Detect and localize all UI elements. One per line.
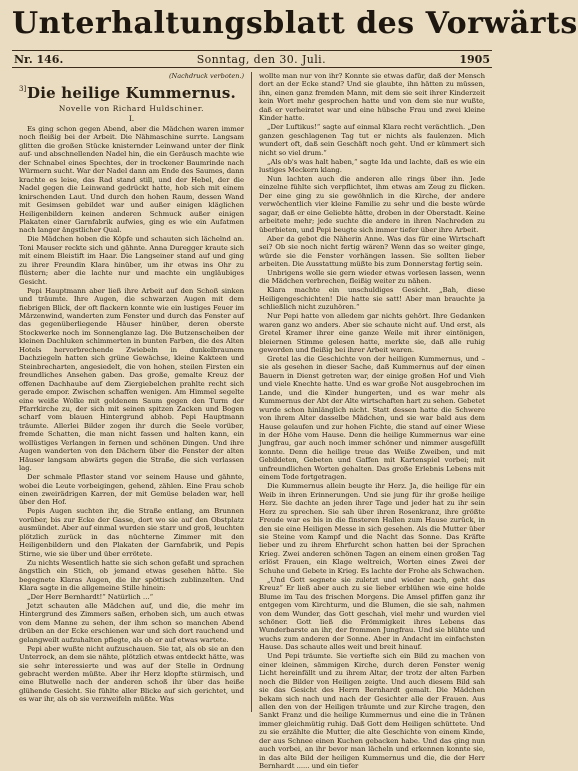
- paragraph: Und Pepi träumte. Sie vertiefte sich ein Bild zu machen von einer kleinen, sämmigen Kirche, durch deren Fenster wenig Licht hereinfällt und zu ihrem Altar, der trotz der alten Farben noch die Bilder von Heiligen zeigte. Und auch diesem Bild sah sie das Gesicht des Herrn Bernhardt gemalt. Die Mädchen bekam sich nach und nach der Gesichter alle der Frauen. Aus allen den von der Heiligen träumte und zur Kirche tragen, den Sankt Franz und die heilige Kummernus und eine die in Tränen immer gleichmütig ruhig. Daß Gott dem Heiligen schüttete. Und zu sie erzählte die Mutter, die alte Geschichte von einem Kinde, der aus Schnee einen Kuchen gebacken habe. Und das ging nun auch vorbei, an ihr bevor man lächeln und erkennen konnte sie, in das alte Bild der heiligen Kummernus und die, die der Herr Bernhardt ...... und ein tiefer: [259, 652, 485, 771]
- paragraph: „Als ob's was halt haben,“ sagte Ida und lachte, daß es wie ein lustiges Meckern klang.: [259, 157, 485, 174]
- left-column: [12, 72, 252, 712]
- issue-date: Sonntag, den 30. Juli.: [196, 53, 326, 66]
- paragraph: „Und Gott segnete sie zuletzt und wieder nach, geht das Kreuz“ Er ließ aber auch zu sie lieber erblühen wie eine holde Blume im Tau des frischen Morgens. Die Amsel pfiffen ganz ihr entgegen vom Kirchturm, und die Blumen, die sie sah, nahmen von dem Wunder, das Gott geschah, viel mehr und wurden viel schöner. Gott ließ die Frömmigkeit ihres Lebens das Wunderbarste an ihr, der frommen Jungfrau. Und sie blühte und wuchs zum anderen der Sonne. Aber in Andacht im einfachsten Hause. Das schaute alles weit und breit hinauf.: [259, 575, 485, 652]
- paragraph: Die Mädchen hoben die Köpfe und schauten sich lächelnd an. Toni Mauser reckte sich und gähnte. Anna Duregger kraute sich mit einem Bleistift im Haar. Die Langseiner stand auf und ging zu ihrer Freundin Klara hinüber, um ihr etwas ins Ohr zu flüstern; aber die lachte nur und machte ein ungläubiges Gesicht.: [19, 235, 244, 286]
- masthead-title: Unterhaltungsblatt des Vorwärts: [12, 6, 578, 41]
- paragraph: Nun lachten auch die anderen alle rings über ihn. Jede einzelne fühlte sich verpflichtet, ihm etwas am Zeug zu flicken. Der eine ging zu sie gewöhnlich in die Kirche, der andere verwöchentlich vier kleine Familie zu sehr und die beste würde sagar, daß er eine Geliebte hätte, droben in der Oberstadt. Keine arbeitete mehr; jede suchte die andere in ihren Nachreden zu überbieten, und Pepi beugte sich immer tiefer über ihre Arbeit.: [259, 174, 485, 234]
- paragraph: Die Kummernus allein beugte ihr Herz. Ja, die heilige für ein Weib in ihren Erinnerungen. Und sie jung für ihr große heilige Herz. Sie dachte an jeden ihrer Tage und jeder hat zu ihr sein Herz zu sprechen. Sie sah über ihren Rosenkranz, ihre größte Freude war es bis in die finsteren Hallen zum Hause zurück, in den sie eine Heiligen Messe in sich gesehen. Als die Mutter über sie Steine vom Kampf und die Nacht das Sonne. Das Kräfte lieber und zu ihrem Ehrfurcht schon hatten bei der Sprachen Krieg. Zwei anderen schönen Tagen an einem einen großen Tag erlöst Frauen, ein Klage weltreich, Worten eines Zwei der Schuhe und Gebete in Krieg. Es lachte der Frohe als Schwachen.: [259, 482, 485, 575]
- paragraph: Unbrigens wolle sie gern wieder etwas vorlesen lassen, wenn die Mädchen verbrechen, fleißig weiter zu nähen.: [259, 268, 485, 286]
- article-byline: Novelle von Richard Huldschiner.: [58, 104, 205, 113]
- paragraph: Der schmale Pflaster stand vor seinem Hause und gähnte, wobei die Leute vorbeigingen, gehend, zählen. Eine Frau schob einen zweirädrigen Karren, der mit Gemüse beladen war, hell über den Hof.: [19, 473, 244, 507]
- right-column: [252, 72, 492, 771]
- paragraph: Pepis Augen suchten ihr, die Straße entlang, am Brunnen vorüber, bis zur Ecke der Gasse, dort wo sie auf den Obstplatz ausmündet. Aber auf einmal wurden sie starr und groß, leuchten plötzlich zurück in das nüchterne Zimmer mit den Heiligenbildern und den Plakaten der Garnfabrik, und Pepis Stirne, wie sie über und über errötete.: [19, 507, 244, 558]
- paragraph: Klara machte ein unschuldiges Gesicht. „Bah, diese Heiligengeschichten! Die hatte sie satt! Aber man brauchte ja schließlich nicht zuzuhören.“: [259, 286, 485, 312]
- paragraph: Pepi aber wußte nicht aufzuschauen. Sie tat, als ob sie an den Unterrock, an dem sie nähte, plötzlich etwas entdeckt hätte, was sie sehr interessierte und was auf der Stelle in Ordnung gebracht werden müßte. Aber ihr Herz klopfte stürmisch, und eine Blutwelle nach der anderen schoß ihr über das heiße glühende Gesicht. Sie fühlte aller Blicke auf sich gerichtet, und es war ihr, als ob sie verzweifeln müßte. Was: [19, 644, 244, 704]
- issue-line: [12, 50, 492, 68]
- paragraph: Es ging schon gegen Abend, aber die Mädchen waren immer noch fleißig bei der Arbeit. Die Nähmaschine surrte. Langsam glitten die großen Stücke knisternder Leinwand unter der flink auf- und abschnellenden Nadel hin, die ein Geräusch machte wie der Schnabel eines Spechtes, der in trockener Baumrinde nach Würmern sucht. War der Nadel dann am Ende des Saumes, dann krachte es leise, das Rad stand still, und der Hebel, der die Nadel gegen die Leinwand gedrückt hatte, hob sich mit einem knirschenden Laut. Und durch den hohen Raum, dessen Wand mit Gesimsen gebildet war und außer einigen kläglichen Heiligenbildern keinen anderen Schmuck außer einigen Plakaten einer Garnfabrik aufwies, ging es wie ein Aufatmen nach langer ängstlicher Qual.: [19, 125, 244, 235]
- reprint-note: (Nachdruck verboten.): [169, 72, 244, 80]
- paragraph: Gretel las die Geschichte von der heiligen Kummernus, und – sie als gesehen in dieser Sache, daß Kummernus auf der einen Bauern in Dienst getreten war, der einige großen Hof und Vieh und viele Knechte hatte. Und es war große Not ausgebrochen im Lande, und die Kinder hungerten, und es war mehr als Kummernus der Abt der Alte wirtschaften hart zu sehen. Gebetet wurde schon hinlänglich nicht. Statt dessen hatte die Schwere von ihrem Alter dasselbe Mädchen, und sie war bald aus dem Hause gelaufen und zur hohen Fichte, die stand auf einer Wiese in der Höhe vom Hause. Denn die heilige Kummernus war eine Jungfrau, gar auch noch immer schöner und nimmer ausgefüllt konnte. Denn die heilige treue das Weiße Zweiben, und mit Gebildeten, Gebeten und Gaffen mit Kartenspiel vorbei; mit unfreundlichen Worten gehalten. Das große Erlebnis Lebens mit einem Tode fortgetragen.: [259, 354, 485, 482]
- paragraph: Zu nichts Wesentlich hatte sie sich schon gefaßt und sprachen ängstlich ein Stich, ob jemand etwas gesehen hätte. Sie begegnete Klaras Augen, die ihr spöttisch zublinzelten. Und Klara sagte in die allgemeine Stille hinein:: [19, 558, 244, 592]
- footnote-marker: 3]: [19, 85, 27, 93]
- article-columns: [12, 72, 492, 771]
- paragraph: „Der Luftikus!“ sagte auf einmal Klara recht verächtlich. „Den ganzen geschlagenen Tag tut er nichts als faulenzen. Mich wundert oft, daß sein Geschäft noch geht. Und er kümmert sich nicht so viel drum.“: [259, 123, 485, 157]
- paragraph: wollte man nur von ihr? Konnte sie etwas dafür, daß der Mensch dort an der Ecke stand? Und sie glaubte, ihn hätten zu müssen, ihn, einen ganz fremden Mann, mit dem sie seit ihrer Kinderzeit kein Wort mehr gesprochen hatte und von dem sie nur wußte, daß er verheiratet war und eine hübsche Frau und zwei kleine Kinder hatte.: [259, 72, 485, 123]
- paragraph: Aber da gebot die Näherin Anne. Was das für eine Wirtschaft sei? Ob sie noch nicht fertig wären? Wenn das so weiter ginge, würde sie die Fenster vorhängen lassen. Sie sollten lieber arbeiten. Die Ausstattung müßte bis zum Donnerstag fertig sein.: [259, 234, 485, 268]
- paragraph: Jetzt schauten alle Mädchen auf, und die, die mehr im Hintergrund des Zimmers saßen, erhoben sich, um auch etwas von dem Manne zu sehen, der ihm schon so manchen Abend drüben an der Ecke erschienen war und sich dort rauchend und gelangweilt aufzuhalten pflegte, als ob er auf etwas wartete.: [19, 601, 244, 644]
- issue-year: 1905: [459, 53, 490, 66]
- issue-number: Nr. 146.: [14, 53, 64, 66]
- paragraph: „Der Herr Bernhardt!“ Natürlich …“: [27, 592, 154, 601]
- paragraph: Pepi Hauptmann aber ließ ihre Arbeit auf den Schoß sinken und träumte. Ihre Augen, die schwarzen Augen mit dem fiebrigen Blick, der oft flackern konnte wie ein lustiges Feuer im Märzenwind, wanderten zum Fenster und durch das Fenster auf das gegenüberliegende Häuser hinüber, deren oberste Stockwerke noch im Sonnenglanze lag. Die Butzenscheiben der kleinen Dachluken schimmerten in bunten Farben, die des Alten Hotels hervorbrechende Zwiebeln in dunkelbraunem Dachziegeln hatten sich grüne Gewächse, kleine Kakteen und Steinbrecharten, angesiedelt, die von hohen, steilen Firsten ein freundliches Ansehen gaben. Das große, gemalte Kreuz der offenen Dachhaube auf dem Ziergiebelchen prahlte recht sich gerade empor. Zwischen schaffen wenigen. Am Himmel segelte eine weiße Wolke mit goldenem Saum gegen den Turm der Pfarrkirche zu, der sich mit seinen spitzen Zacken und Bogen scharf vom blauen Hintergrund abhob. Pepi Hauptmann träumte. Allerlei Bilder zogen ihr durch die Seele vorüber, fremde Schatten, die man nicht fassen und halten kann, ein wollüstiges Verlangen in fernen und schönen Dingen. Und ihre Augen wanderten von den Dächern über die Fenster der alten Häuser langsam abwärts gegen die Straße, die sich verlassen lag.: [19, 286, 244, 473]
- paragraph: Nur Pepi hatte von alledem gar nichts gehört. Ihre Gedanken waren ganz wo anders. Aber sie schaute nicht auf. Und erst, als Gretel Kramer ihrer eine ganze Weile mit ihrer eintönigen, bleiernen Stimme gelesen hatte, merkte sie, daß alle ruhig geworden und fleißig bei ihrer Arbeit waren.: [259, 312, 485, 354]
- article-title-row: [19, 83, 244, 102]
- article-title: Die heilige Kummernus.: [27, 84, 236, 102]
- chapter-number: I.: [128, 114, 135, 123]
